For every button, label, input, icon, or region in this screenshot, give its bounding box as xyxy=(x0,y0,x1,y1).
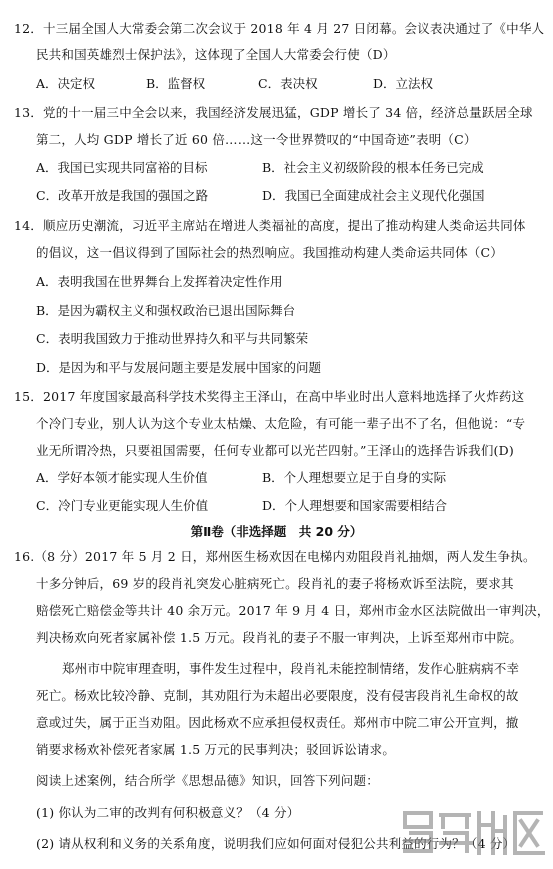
q16-line4: 判决杨欢向死者家属补偿 1.5 万元。段肖礼的妻子不服一审判决，上诉至郑州市中院。 xyxy=(36,630,523,645)
q13-option-c: C．改革开放是我国的强国之路 xyxy=(36,188,209,203)
section-title: 第Ⅱ卷（非选择题 共 20 分） xyxy=(190,524,363,539)
q14-line1: 14．顺应历史潮流，习近平主席站在增进人类福祉的高度，提出了推动构建人类命运共同体 xyxy=(14,218,526,233)
q13-line1: 13．党的十一届三中全会以来，我国经济发展迅猛，GDP 增长了 34 倍，经济总量跃居全球 xyxy=(14,105,533,120)
q16-question2: (2) 请从权利和义务的关系角度，说明我们应如何面对侵犯公共利益的行为？（4 分） xyxy=(36,836,516,851)
q12-line1: 12．十三届全国人大常委会第二次会议于 2018 年 4 月 27 日闭幕。会议表决通过了《中华人 xyxy=(14,21,545,36)
q16-line7: 意或过失，属于正当劝阻。因此杨欢不应承担侵权责任。郑州市中院二审公开宣判，撤 xyxy=(36,715,519,730)
q13-line2: 第二，人均 GDP 增长了近 60 倍……这一令世界赞叹的“中国奇迹”表明（C） xyxy=(36,132,477,147)
q16-line1: 16.（8 分）2017 年 5 月 2 日，郑州医生杨欢因在电梯内劝阻段肖礼抽烟，两人发生争执。 xyxy=(14,549,536,564)
q13-option-a: A．我国已实现共同富裕的目标 xyxy=(36,160,208,175)
q12-option-d: D．立法权 xyxy=(373,76,434,91)
q12-option-c: C．表决权 xyxy=(258,76,318,91)
q14-option-c: C．表明我国致力于推动世界持久和平与共同繁荣 xyxy=(36,331,309,346)
q12-option-a: A．决定权 xyxy=(36,76,96,91)
q16-line9: 阅读上述案例，结合所学《思想品德》知识，回答下列问题： xyxy=(36,773,379,788)
q12-line2: 民共和国英雄烈士保护法》，这体现了全国人大常委会行使（D） xyxy=(36,47,396,62)
q15-line3: 业无所谓冷热，只要祖国需要，任何专业都可以光芒四射。”王泽山的选择告诉我们(D) xyxy=(36,443,514,458)
q16-line3: 赔偿死亡赔偿金等共计 40 余万元。2017 年 9 月 4 日，郑州市金水区法院做出一审判决， xyxy=(36,603,550,618)
q15-line1: 15．2017 年度国家最高科学技术奖得主王泽山，在高中毕业时出人意料地选择了火炸药这 xyxy=(14,389,525,404)
q15-option-d: D．个人理想要和国家需要相结合 xyxy=(262,498,448,513)
q13-option-b: B．社会主义初级阶段的根本任务已完成 xyxy=(262,160,484,175)
watermark-logo xyxy=(397,803,547,859)
q15-option-a: A．学好本领才能实现人生价值 xyxy=(36,470,208,485)
q13-option-d: D．我国已全面建成社会主义现代化强国 xyxy=(262,188,485,203)
q16-line2: 十多分钟后，69 岁的段肖礼突发心脏病死亡。段肖礼的妻子将杨欢诉至法院，要求其 xyxy=(36,576,514,591)
q16-line8: 销要求杨欢补偿死者家属 1.5 万元的民事判决；驳回诉讼请求。 xyxy=(36,742,396,757)
q14-line2: 的倡议，这一倡议得到了国际社会的热烈响应。我国推动构建人类命运共同体（C） xyxy=(36,245,503,260)
q16-question1: (1) 你认为二审的改判有何积极意义？（4 分） xyxy=(36,805,300,820)
q12-option-b: B．监督权 xyxy=(146,76,206,91)
q14-option-b: B．是因为霸权主义和强权政治已退出国际舞台 xyxy=(36,303,296,318)
q16-line5: 郑州市中院审理查明，事件发生过程中，段肖礼未能控制情绪，发作心脏病病不幸 xyxy=(62,661,520,676)
q14-option-d: D．是因为和平与发展问题主要是发展中国家的问题 xyxy=(36,360,322,375)
q15-option-b: B．个人理想要立足于自身的实际 xyxy=(262,470,447,485)
q16-line6: 死亡。杨欢比较冷静、克制，其劝阻行为未超出必要限度，没有侵害段肖礼生命权的故 xyxy=(36,688,519,703)
q14-option-a: A．表明我国在世界舞台上发挥着决定性作用 xyxy=(36,274,283,289)
q15-option-c: C．冷门专业更能实现人生价值 xyxy=(36,498,209,513)
q15-line2: 个冷门专业，别人认为这个专业太枯燥、太危险，有可能一辈子出不了名，但他说：“专 xyxy=(36,416,526,431)
